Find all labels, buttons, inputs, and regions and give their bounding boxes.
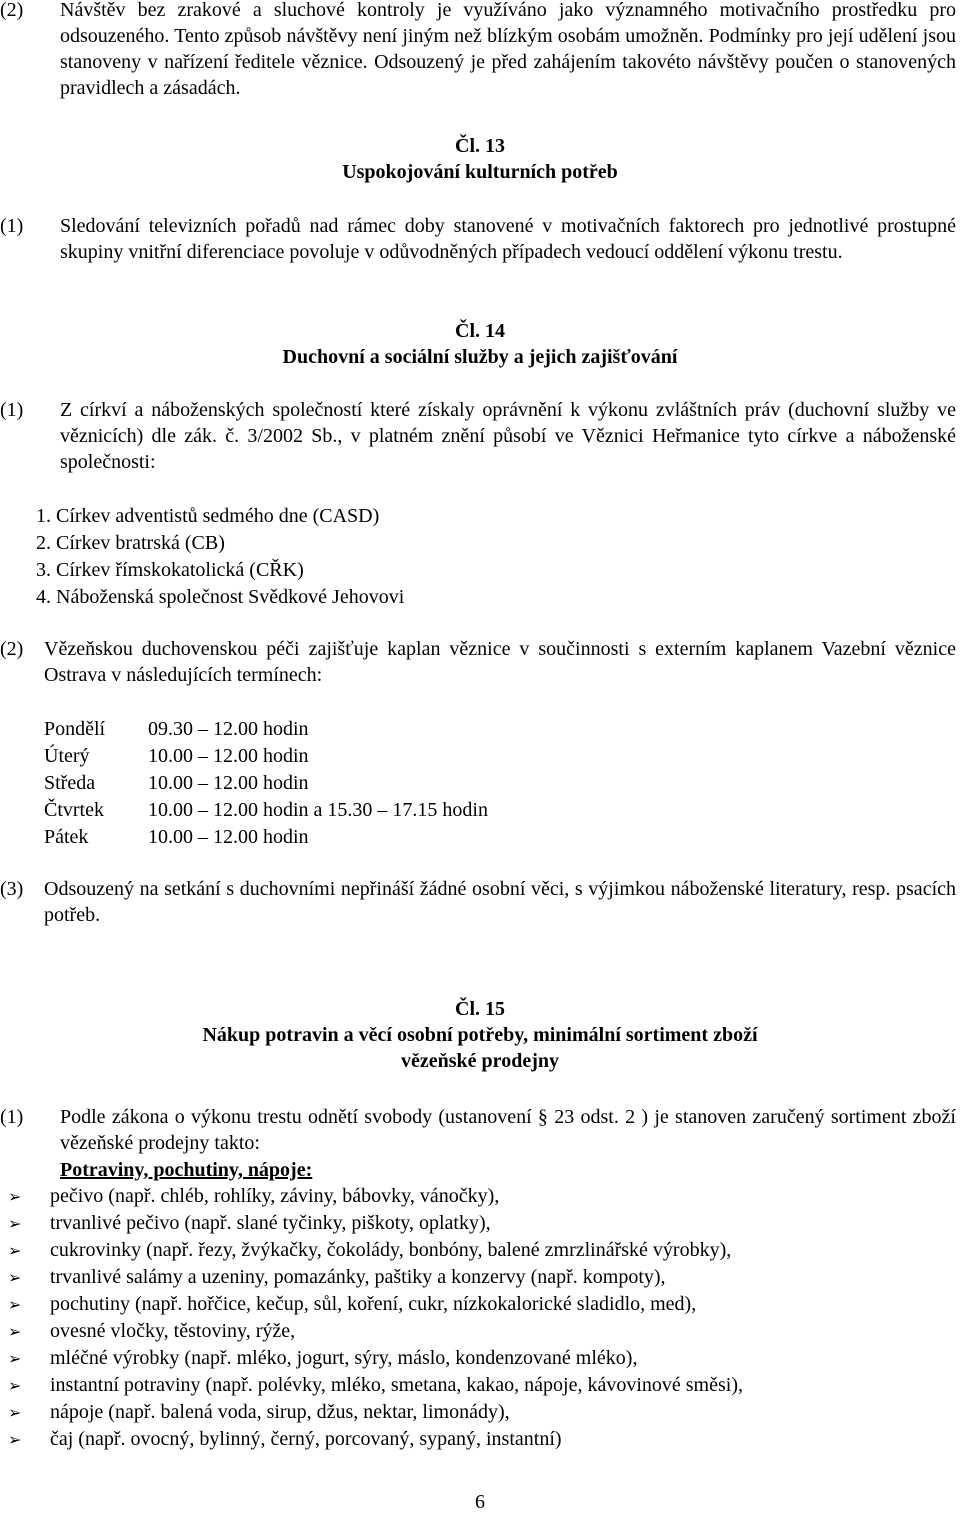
paragraph-text: Sledování televizních pořadů nad rámec doby stanovené v motivačních faktorech pro jednotlivé prostupné skupiny vnitřní diferenciace povoluje v odůvodněných případech vedoucí oddělení výkonu trestu. [60,215,956,263]
list-item: ➢ instantní potraviny (např. polévky, mléko, smetana, kakao, nápoje, kávovinové směsi), [8,1372,948,1399]
schedule-day: Čtvrtek [44,799,104,821]
paragraph-shop [0,1104,956,1156]
table-row [44,716,488,743]
schedule-time: 10.00 – 12.00 hodin [148,826,309,848]
schedule-day: Pátek [44,826,89,848]
paragraph-text: Z církví a náboženských společností které získaly oprávnění k výkonu zvláštních práv (duchovní služby ve věznicích) dle zák. č. 3/2002 Sb., v platném znění působí ve Věznici Heřmanice tyto církve a náboženské společnosti: [60,399,956,473]
article-14-heading [0,318,960,370]
article-title-continued: vězeňské prodejny [401,1050,559,1072]
paragraph-number: (1) [0,1106,24,1128]
table-row [44,797,488,824]
arrow-bullet-icon: ➢ [8,1216,22,1233]
paragraph-number: (2) [0,0,24,21]
list-item: ➢ ovesné vločky, těstoviny, rýže, [8,1318,948,1345]
arrow-bullet-icon: ➢ [8,1243,22,1260]
paragraph-tv [0,213,956,265]
paragraph-text: Podle zákona o výkonu trestu odnětí svobody (ustanovení § 23 odst. 2 ) je stanoven zaručený sortiment zboží vězeňské prodejny takto: [60,1106,956,1154]
chaplain-schedule [44,716,488,851]
article-title: Duchovní a sociální služby a jejich zajišťování [282,346,678,368]
arrow-bullet-icon: ➢ [8,1324,22,1341]
list-item: ➢ pochutiny (např. hořčice, kečup, sůl, koření, cukr, nízkokalorické sladidlo, med), [8,1291,948,1318]
list-item: 2. Církev bratrská (CB) [36,532,225,554]
list-item: ➢ nápoje (např. balená voda, sirup, džus, nektar, limonády), [8,1399,948,1426]
arrow-bullet-icon: ➢ [8,1270,22,1287]
article-title: Nákup potravin a věcí osobní potřeby, minimální sortiment zboží [202,1024,758,1046]
list-item: 4. Náboženská společnost Svědkové Jehovovi [36,586,405,608]
article-title: Uspokojování kulturních potřeb [342,161,618,183]
paragraph-meeting [0,876,956,928]
article-number: Čl. 14 [455,320,505,342]
list-item: 3. Církev římskokatolická (CŘK) [36,559,304,581]
article-number: Čl. 15 [455,998,505,1020]
schedule-day: Úterý [44,745,90,767]
schedule-day: Středa [44,772,96,794]
arrow-bullet-icon: ➢ [8,1189,22,1206]
subheading-food: Potraviny, pochutiny, nápoje: [60,1159,313,1181]
paragraph-number: (2) [0,638,24,660]
article-number: Čl. 13 [455,135,505,157]
list-item: ➢ mléčné výrobky (např. mléko, jogurt, sýry, máslo, kondenzované mléko), [8,1345,948,1372]
paragraph-text: Odsouzený na setkání s duchovními nepřináší žádné osobní věci, s výjimkou náboženské literatury, resp. psacích potřeb. [44,878,956,926]
schedule-time: 09.30 – 12.00 hodin [148,718,309,740]
church-list [36,503,404,611]
paragraph-chaplain [0,636,956,688]
schedule-time: 10.00 – 12.00 hodin a 15.30 – 17.15 hodin [148,799,488,821]
schedule-time: 10.00 – 12.00 hodin [148,745,309,767]
arrow-bullet-icon: ➢ [8,1378,22,1395]
list-item: ➢ trvanlivé salámy a uzeniny, pomazánky, paštiky a konzervy (např. kompoty), [8,1264,948,1291]
schedule-time: 10.00 – 12.00 hodin [148,772,309,794]
paragraph-text: Vězeňskou duchovenskou péči zajišťuje kaplan věznice v součinnosti s externím kaplanem Vazební věznice Ostrava v následujících termínech: [44,638,956,686]
paragraph-number: (1) [0,215,24,237]
list-item: 1. Církev adventistů sedmého dne (CASD) [36,505,380,527]
paragraph-visits [0,0,956,101]
article-15-heading [0,996,960,1074]
arrow-bullet-icon: ➢ [8,1297,22,1314]
paragraph-number: (3) [0,878,24,900]
paragraph-churches [0,397,956,475]
table-row [44,743,488,770]
food-list [8,1183,948,1453]
table-row [44,824,488,851]
list-item: ➢ trvanlivé pečivo (např. slané tyčinky, piškoty, oplatky), [8,1210,948,1237]
list-item: ➢ pečivo (např. chléb, rohlíky, záviny, bábovky, vánočky), [8,1183,948,1210]
arrow-bullet-icon: ➢ [8,1351,22,1368]
page-number: 6 [475,1491,485,1513]
paragraph-number: (1) [0,399,24,421]
list-item: ➢ čaj (např. ovocný, bylinný, černý, porcovaný, sypaný, instantní) [8,1426,948,1453]
arrow-bullet-icon: ➢ [8,1432,22,1449]
list-item: ➢ cukrovinky (např. řezy, žvýkačky, čokolády, bonbóny, balené zmrzlinářské výrobky), [8,1237,948,1264]
table-row [44,770,488,797]
schedule-day: Pondělí [44,718,106,740]
article-13-heading [0,133,960,185]
arrow-bullet-icon: ➢ [8,1405,22,1422]
paragraph-text: Návštěv bez zrakové a sluchové kontroly je využíváno jako významného motivačního prostředku pro odsouzeného. Tento způsob návštěvy není jiným než blízkým osobám umožněn. Podmínky pro její udělení jsou stanoveny v nařízení ředitele věznice. Odsouzený je před zahájením takovéto návštěvy poučen o stanovených pravidlech a zásadách. [60,0,956,99]
